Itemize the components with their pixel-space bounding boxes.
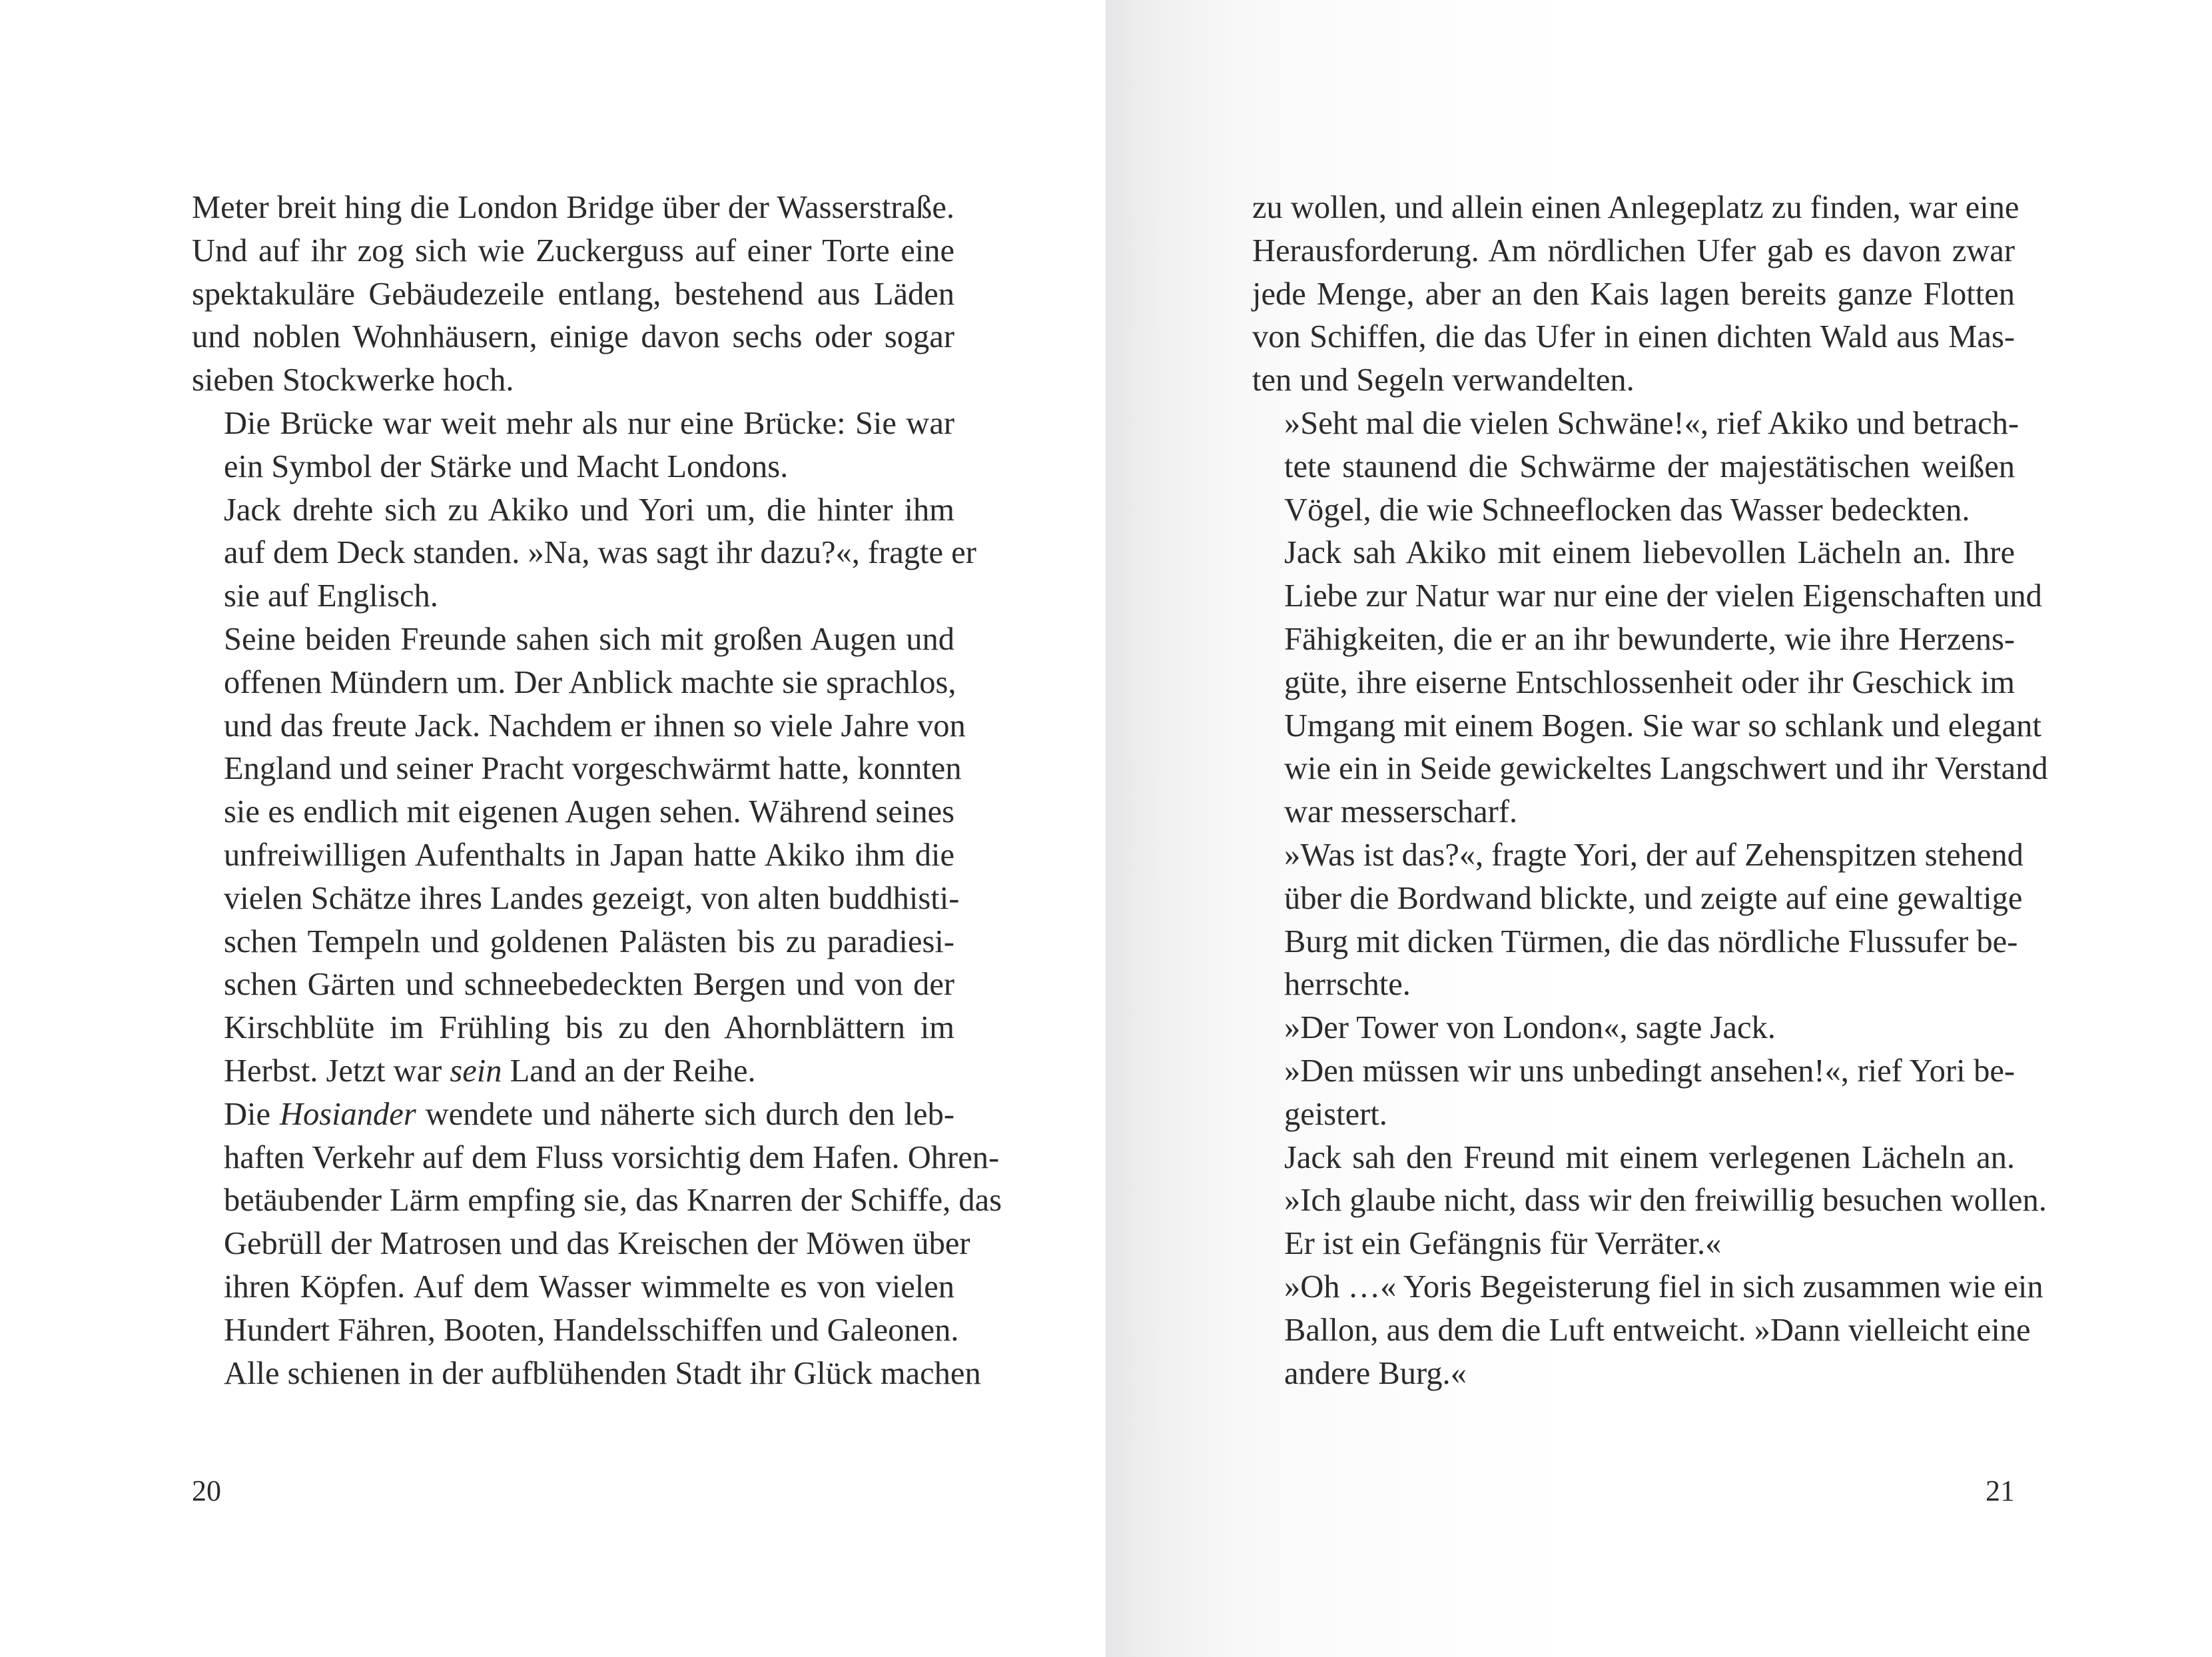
text-line: ihren Köpfen. Auf dem Wasser wimmelte es von vielen bbox=[224, 1269, 954, 1305]
text-line: zu wollen, und allein einen Anlegeplatz zu finden, war eine bbox=[1252, 190, 2020, 225]
paragraph bbox=[192, 489, 976, 618]
text-line: haften Verkehr auf dem Fluss vorsichtig dem Hafen. Ohren- bbox=[224, 1139, 1000, 1175]
text-line: Jack sah Akiko mit einem liebevollen Lächeln an. Ihre bbox=[1284, 535, 2015, 571]
text-run: wendete und näherte sich durch den leb- bbox=[416, 1096, 954, 1132]
text-line: über die Bordwand blickte, und zeigte auf eine gewaltige bbox=[1284, 880, 2023, 916]
text-line: herrschte. bbox=[1284, 967, 1411, 1003]
text-line: ten und Segeln verwandelten. bbox=[1252, 362, 1635, 398]
text-line: sie es endlich mit eigenen Augen sehen. Während seines bbox=[224, 794, 954, 830]
text-line bbox=[192, 1050, 954, 1093]
text-run: Herbst. Jetzt war bbox=[224, 1053, 450, 1089]
text-line: Hundert Fähren, Booten, Handelsschiffen und Galeonen. bbox=[224, 1312, 959, 1348]
text-line: offenen Mündern um. Der Anblick machte sie sprachlos, bbox=[224, 664, 956, 700]
text-line: unfreiwilligen Aufenthalts in Japan hatte Akiko ihm die bbox=[224, 837, 954, 873]
text-line: spektakuläre Gebäudezeile entlang, bestehend aus Läden bbox=[192, 276, 954, 312]
paragraph bbox=[192, 618, 966, 1093]
italic-text: sein bbox=[450, 1053, 502, 1089]
text-line: Die Brücke war weit mehr als nur eine Brücke: Sie war bbox=[224, 405, 954, 441]
text-line: und das freute Jack. Nachdem er ihnen so viele Jahre von bbox=[224, 708, 966, 744]
text-line: Burg mit dicken Türmen, die das nördliche Flussufer be- bbox=[1284, 923, 2018, 959]
text-line: Jack sah den Freund mit einem verlegenen Lächeln an. bbox=[1284, 1139, 2015, 1175]
text-line: Liebe zur Natur war nur eine der vielen Eigenschaften und bbox=[1284, 578, 2042, 614]
paragraph bbox=[192, 187, 954, 402]
paragraph bbox=[1252, 532, 2048, 834]
text-line: »Seht mal die vielen Schwäne!«, rief Akiko und betrach- bbox=[1284, 405, 2020, 441]
paragraph bbox=[1252, 187, 2020, 402]
paragraph bbox=[192, 1093, 1002, 1396]
paragraph bbox=[1252, 1137, 2047, 1266]
left-page-text bbox=[192, 187, 1002, 1395]
text-line: sie auf Englisch. bbox=[224, 578, 438, 614]
text-line: Und auf ihr zog sich wie Zuckerguss auf einer Torte eine bbox=[192, 233, 954, 269]
text-line: Er ist ein Gefängnis für Verräter.« bbox=[1284, 1226, 1722, 1262]
text-line: »Was ist das?«, fragte Yori, der auf Zehenspitzen stehend bbox=[1284, 837, 2024, 873]
paragraph bbox=[1252, 834, 2024, 1007]
text-line: geistert. bbox=[1284, 1096, 1387, 1132]
paragraph bbox=[1252, 1007, 2015, 1050]
text-line: Kirschblüte im Frühling bis zu den Ahornblättern im bbox=[224, 1010, 954, 1046]
italic-text: Hosiander bbox=[279, 1096, 416, 1132]
text-run: Land an der Reihe. bbox=[502, 1053, 756, 1089]
text-line: andere Burg.« bbox=[1284, 1355, 1467, 1391]
text-run: Die bbox=[224, 1096, 280, 1132]
text-line: war messerscharf. bbox=[1284, 794, 1518, 830]
text-line: »Ich glaube nicht, dass wir den freiwillig besuchen wollen. bbox=[1284, 1183, 2047, 1219]
right-page: zu wollen, und allein einen Anlegeplatz zu finden, war eine Herausforderung. Am nördlichen Ufer gab es davon zwar jede Menge, aber an den Kais lagen bereits ganze Flotten von Schiffen, die das Ufer in einen dichten Wald aus Mas- ten und Segeln verwandelten. »Seht mal die vielen Schwäne!«, rief Akiko und betrach- tete staunend die Schwärme der majestätischen weißen Vögel, die wie Schneeflocken das Wasser bedeckten. Jack sah Akiko mit einem liebevollen Lächeln an. Ihre Liebe zur Natur war nur eine der vielen Eigenschaften und Fähigkeiten, die er an ihr bewunderte, wie ihre Herzens- güte, ihre eiserne Entschlossenheit oder ihr Geschick im Umgang mit einem Bogen. Sie war so schlank und elegant wie ein in Seide gewickeltes Langschwert und ihr Verstand war messerscharf. »Was ist das?«, fragte Yori, der auf Zehenspitzen stehend über die Bordwand blickte, und zeigte auf eine gewaltige Burg mit dicken Türmen, die das nördliche Flussufer be- herrschte. »Der Tower von London«, sagte Jack. »Den müssen wir uns unbedingt ansehen!«, rief Yori be- geistert. Jack sah den Freund mit einem verlegenen Lächeln an. »Ich glaube nicht, dass wir den freiwillig besuchen wollen. Er ist ein Gefängnis für Verräter.« »Oh …« Yoris Begeisterung fiel in sich zusammen wie ein Ballon, aus dem die Luft entweicht. »Dann vielleicht eine andere Burg.« 21 bbox=[1106, 0, 2212, 1657]
text-line: vielen Schätze ihres Landes gezeigt, von alten buddhisti- bbox=[224, 880, 960, 916]
text-line: betäubender Lärm empfing sie, das Knarren der Schiffe, das bbox=[224, 1183, 1002, 1219]
text-line: güte, ihre eiserne Entschlossenheit oder ihr Geschick im bbox=[1284, 664, 2015, 700]
text-line: jede Menge, aber an den Kais lagen bereits ganze Flotten bbox=[1252, 276, 2015, 312]
text-line: Fähigkeiten, die er an ihr bewunderte, wie ihre Herzens- bbox=[1284, 621, 2015, 657]
text-line: England und seiner Pracht vorgeschwärmt hatte, konnten bbox=[224, 751, 962, 787]
text-line: von Schiffen, die das Ufer in einen dichten Wald aus Mas- bbox=[1252, 319, 2015, 355]
text-line: tete staunend die Schwärme der majestätischen weißen bbox=[1284, 448, 2015, 484]
paragraph bbox=[1252, 1050, 2015, 1137]
text-line: Ballon, aus dem die Luft entweicht. »Dann vielleicht eine bbox=[1284, 1312, 2031, 1348]
page-number: 20 bbox=[192, 1474, 221, 1507]
paragraph bbox=[1252, 1266, 2043, 1395]
text-line: Meter breit hing die London Bridge über der Wasserstraße. bbox=[192, 190, 954, 225]
text-line: ein Symbol der Stärke und Macht Londons. bbox=[224, 448, 789, 484]
text-line: wie ein in Seide gewickeltes Langschwert und ihr Verstand bbox=[1284, 751, 2048, 787]
text-line: auf dem Deck standen. »Na, was sagt ihr dazu?«, fragte er bbox=[224, 535, 976, 571]
text-line: »Oh …« Yoris Begeisterung fiel in sich zusammen wie ein bbox=[1284, 1269, 2043, 1305]
text-line: Umgang mit einem Bogen. Sie war so schlank und elegant bbox=[1284, 708, 2041, 744]
text-line: Jack drehte sich zu Akiko und Yori um, die hinter ihm bbox=[224, 492, 954, 528]
text-line: »Den müssen wir uns unbedingt ansehen!«, rief Yori be- bbox=[1284, 1053, 2015, 1089]
text-line: Gebrüll der Matrosen und das Kreischen der Möwen über bbox=[224, 1226, 970, 1262]
text-line: Vögel, die wie Schneeflocken das Wasser bedeckten. bbox=[1284, 492, 1970, 528]
text-line: Alle schienen in der aufblühenden Stadt ihr Glück machen bbox=[224, 1355, 981, 1391]
paragraph bbox=[1252, 402, 2020, 532]
text-line: schen Tempeln und goldenen Palästen bis zu paradiesi- bbox=[224, 923, 954, 959]
text-line: Herausforderung. Am nördlichen Ufer gab es davon zwar bbox=[1252, 233, 2015, 269]
text-line: und noblen Wohnhäusern, einige davon sechs oder sogar bbox=[192, 319, 954, 355]
text-line: schen Gärten und schneebedeckten Bergen und von der bbox=[224, 967, 954, 1003]
text-line: »Der Tower von London«, sagte Jack. bbox=[1284, 1010, 1776, 1046]
right-page-text bbox=[1252, 187, 2048, 1395]
paragraph bbox=[192, 402, 954, 489]
text-line: Seine beiden Freunde sahen sich mit großen Augen und bbox=[224, 621, 954, 657]
text-line bbox=[192, 1093, 954, 1137]
text-line: sieben Stockwerke hoch. bbox=[192, 362, 514, 398]
